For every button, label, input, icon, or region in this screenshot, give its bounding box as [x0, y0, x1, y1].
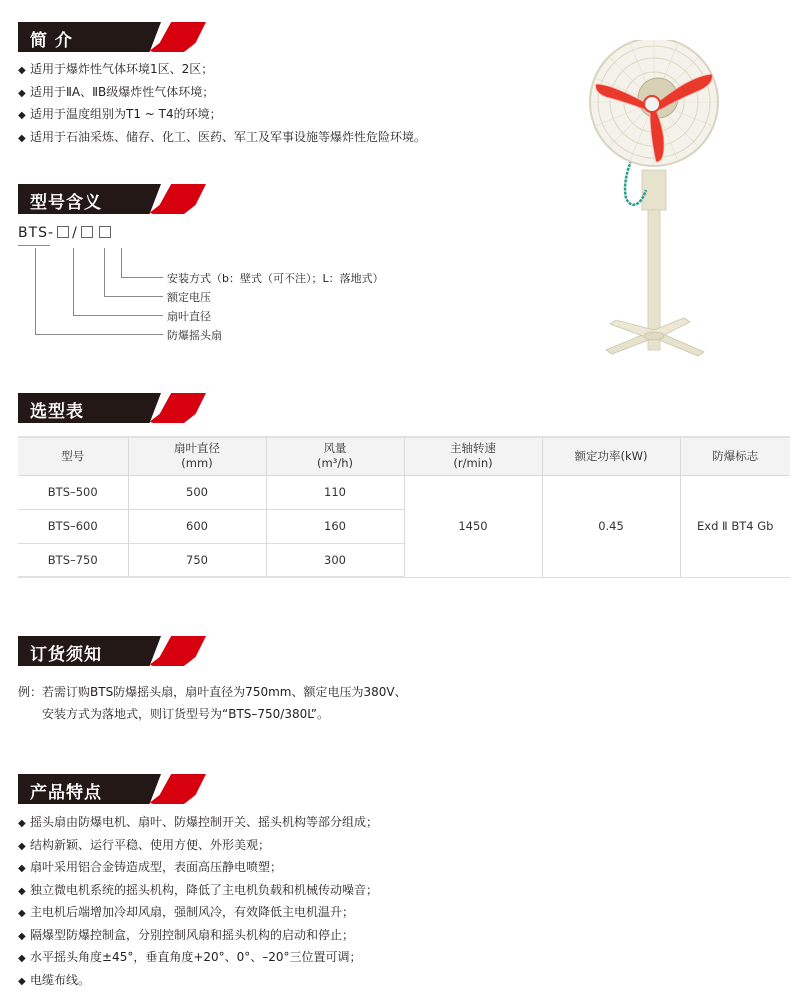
cell-model: BTS–750	[18, 543, 128, 577]
section-title: 选型表	[30, 402, 84, 422]
header-airflow: 风量 (m³/h)	[266, 437, 404, 475]
diamond-bullet-icon: ◆	[18, 975, 26, 987]
cell-diameter: 600	[128, 509, 266, 543]
placeholder-box-icon	[81, 226, 93, 238]
cell-speed: 1450	[404, 475, 542, 577]
ordering-line: 安装方式为落地式，则订货型号为“BTS–750/380L”。	[42, 707, 329, 721]
cell-model: BTS–600	[18, 509, 128, 543]
cell-airflow: 300	[266, 543, 404, 577]
diamond-bullet-icon: ◆	[18, 908, 26, 919]
diamond-bullet-icon: ◆	[18, 953, 26, 964]
cell-model: BTS–500	[18, 475, 128, 509]
list-item: ◆ 独立微电机系统的摇头机构，降低了主电机负载和机械传动噪音；	[18, 880, 378, 903]
list-item: ◆ 适用于ⅡA、ⅡB级爆炸性气体环境；	[18, 82, 426, 105]
section-header-ordering	[18, 636, 188, 666]
legend-type: 防爆摇头扇	[167, 329, 222, 342]
list-item: ◆ 主电机后端增加冷却风扇，强制风冷，有效降低主电机温升；	[18, 902, 378, 925]
cell-power: 0.45	[542, 475, 680, 577]
ordering-line: 例：若需订购BTS防爆摇头扇，扇叶直径为750mm、额定电压为380V、	[18, 685, 407, 699]
model-code: BTS- /	[18, 225, 114, 241]
placeholder-box-icon	[99, 226, 111, 238]
cell-airflow: 110	[266, 475, 404, 509]
list-item: ◆ 电缆布线。	[18, 970, 378, 993]
list-item: ◆ 适用于温度组别为T1 ~ T4的环境；	[18, 104, 426, 127]
section-title: 订货须知	[30, 645, 102, 665]
list-item: ◆ 扇叶采用铝合金铸造成型，表面高压静电喷塑；	[18, 857, 378, 880]
table-header-row	[18, 437, 790, 475]
diamond-bullet-icon: ◆	[18, 87, 26, 99]
list-item: ◆ 结构新颖、运行平稳、使用方便、外形美观；	[18, 835, 378, 858]
list-item: ◆ 适用于石油采炼、储存、化工、医药、军工及军事设施等爆炸性危险环境。	[18, 127, 426, 150]
section-title: 型号含义	[30, 193, 102, 213]
cell-diameter: 500	[128, 475, 266, 509]
product-fan-image	[586, 40, 726, 370]
features-list	[18, 812, 378, 992]
table-row	[18, 475, 790, 509]
placeholder-box-icon	[57, 226, 69, 238]
list-item: ◆ 水平摇头角度±45°，垂直角度+20°、0°、–20°三位置可调；	[18, 947, 378, 970]
list-item: ◆ 隔爆型防爆控制盒，分别控制风扇和摇头机构的启动和停止；	[18, 925, 378, 948]
section-title: 简 介	[30, 31, 73, 51]
diamond-bullet-icon: ◆	[18, 110, 26, 121]
model-prefix: BTS-	[18, 225, 55, 241]
section-header-intro	[18, 22, 188, 52]
list-item: ◆ 摇头扇由防爆电机、扇叶、防爆控制开关、摇头机构等部分组成；	[18, 812, 378, 835]
diamond-bullet-icon: ◆	[18, 885, 26, 897]
diamond-bullet-icon: ◆	[18, 132, 26, 144]
legend-voltage: 额定电压	[167, 291, 211, 304]
header-ex-mark: 防爆标志	[680, 437, 790, 475]
diamond-bullet-icon: ◆	[18, 930, 26, 942]
diamond-bullet-icon: ◆	[18, 818, 26, 829]
header-diameter: 扇叶直径 (mm)	[128, 437, 266, 475]
connector-line	[35, 248, 163, 335]
header-model: 型号	[18, 437, 128, 475]
diamond-bullet-icon: ◆	[18, 840, 26, 852]
diamond-bullet-icon: ◆	[18, 65, 26, 76]
section-header-selection	[18, 393, 188, 423]
intro-list	[18, 59, 426, 149]
legend-install: 安装方式（b：壁式（可不注）；L：落地式）	[167, 272, 384, 285]
underline	[18, 245, 50, 246]
header-speed: 主轴转速 (r/min)	[404, 437, 542, 475]
list-item: ◆ 适用于爆炸性气体环境1区、2区；	[18, 59, 426, 82]
section-header-model	[18, 184, 188, 214]
cell-ex-mark: Exd Ⅱ BT4 Gb	[680, 475, 790, 577]
ordering-note	[18, 681, 407, 725]
legend-diameter: 扇叶直径	[167, 310, 211, 323]
section-title: 产品特点	[30, 783, 102, 803]
diamond-bullet-icon: ◆	[18, 863, 26, 874]
header-power: 额定功率(kW)	[542, 437, 680, 475]
section-header-features	[18, 774, 188, 804]
cell-diameter: 750	[128, 543, 266, 577]
cell-airflow: 160	[266, 509, 404, 543]
selection-table	[18, 436, 790, 578]
